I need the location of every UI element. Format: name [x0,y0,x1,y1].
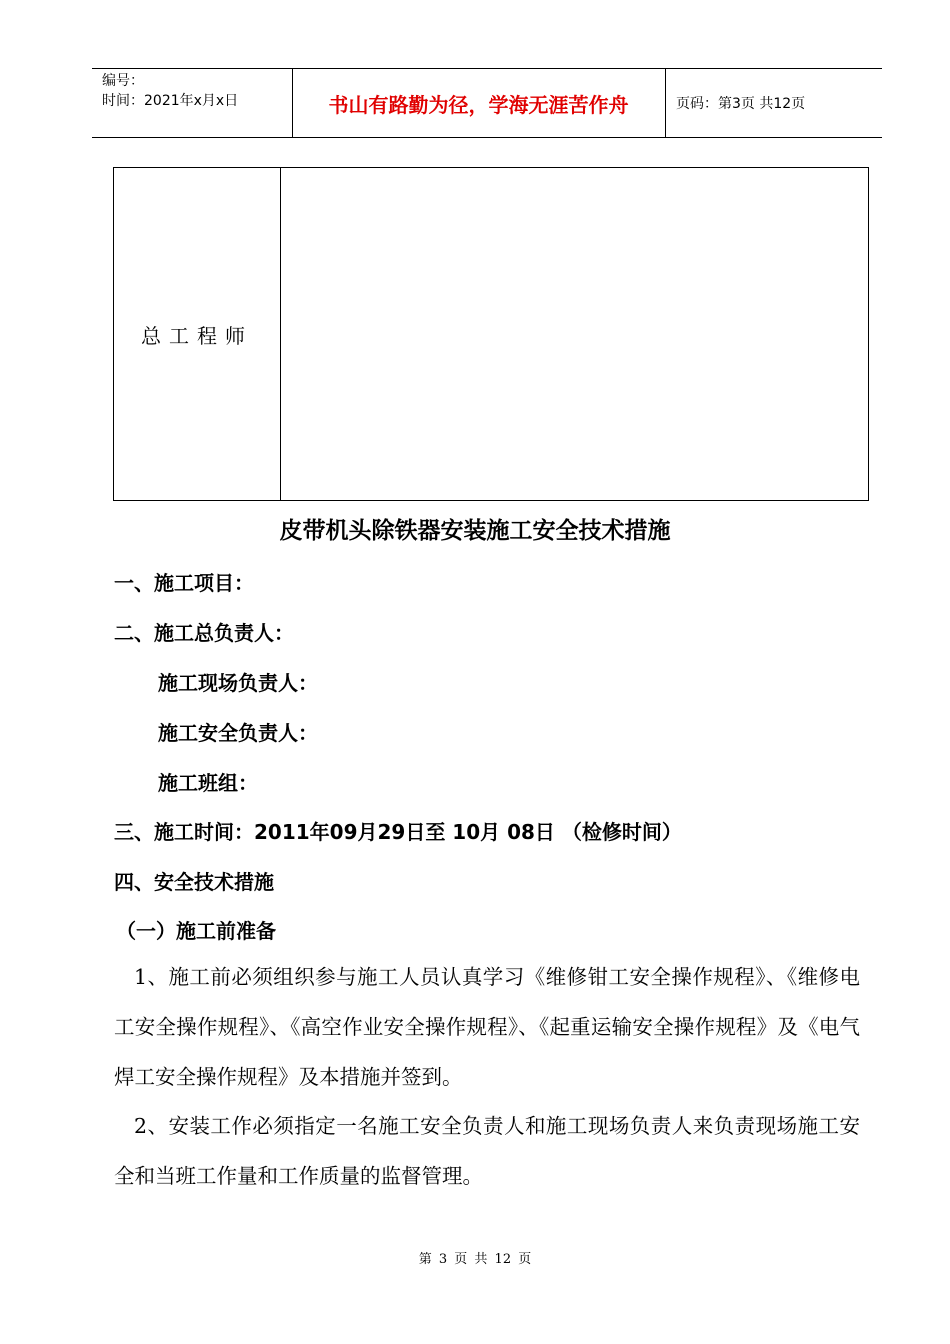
header-meta [102,71,238,111]
page-footer: 第 3 页 共 12 页 [418,1252,532,1267]
paragraph-1: 1、施工前必须组织参与施工人员认真学习《维修钳工安全操作规程》、《维修电工安全操作规程》、《高空作业安全操作规程》、《起重运输安全操作规程》及《电气焊工安全操作规程》及本措施并签到。 [114,965,860,1089]
item-work-team: 施工班组： [158,771,258,795]
paragraph-2: 2、安装工作必须指定一名施工安全负责人和施工现场负责人来负责现场施工安全和当班工作量和工作质量的监督管理。 [114,1114,860,1188]
number-label: 编号： [102,73,144,89]
page-header [92,68,882,138]
signature-table [113,167,869,501]
time-label: 时间：2021年x月x日 [102,93,239,109]
item-site-manager: 施工现场负责人： [158,671,318,695]
item-construction-project: 一、施工项目： [114,571,254,595]
item-safety-manager: 施工安全负责人： [158,721,318,745]
item-construction-time: 三、施工时间：2011年09月29日至 10月 08日 （检修时间） [114,820,682,844]
table-divider [280,168,281,500]
document-title: 皮带机头除铁器安装施工安全技术措施 [279,518,671,544]
item-safety-measures: 四、安全技术措施 [114,870,274,894]
chief-engineer-label: 总工程师 [141,323,253,348]
header-divider [665,69,666,137]
header-motto: 书山有路勤为径，学海无涯苦作舟 [328,92,629,117]
item-general-manager: 二、施工总负责人： [114,621,294,645]
item-preparation: （一）施工前准备 [116,919,276,943]
header-page-info: 页码：第3页 共12页 [676,96,806,112]
